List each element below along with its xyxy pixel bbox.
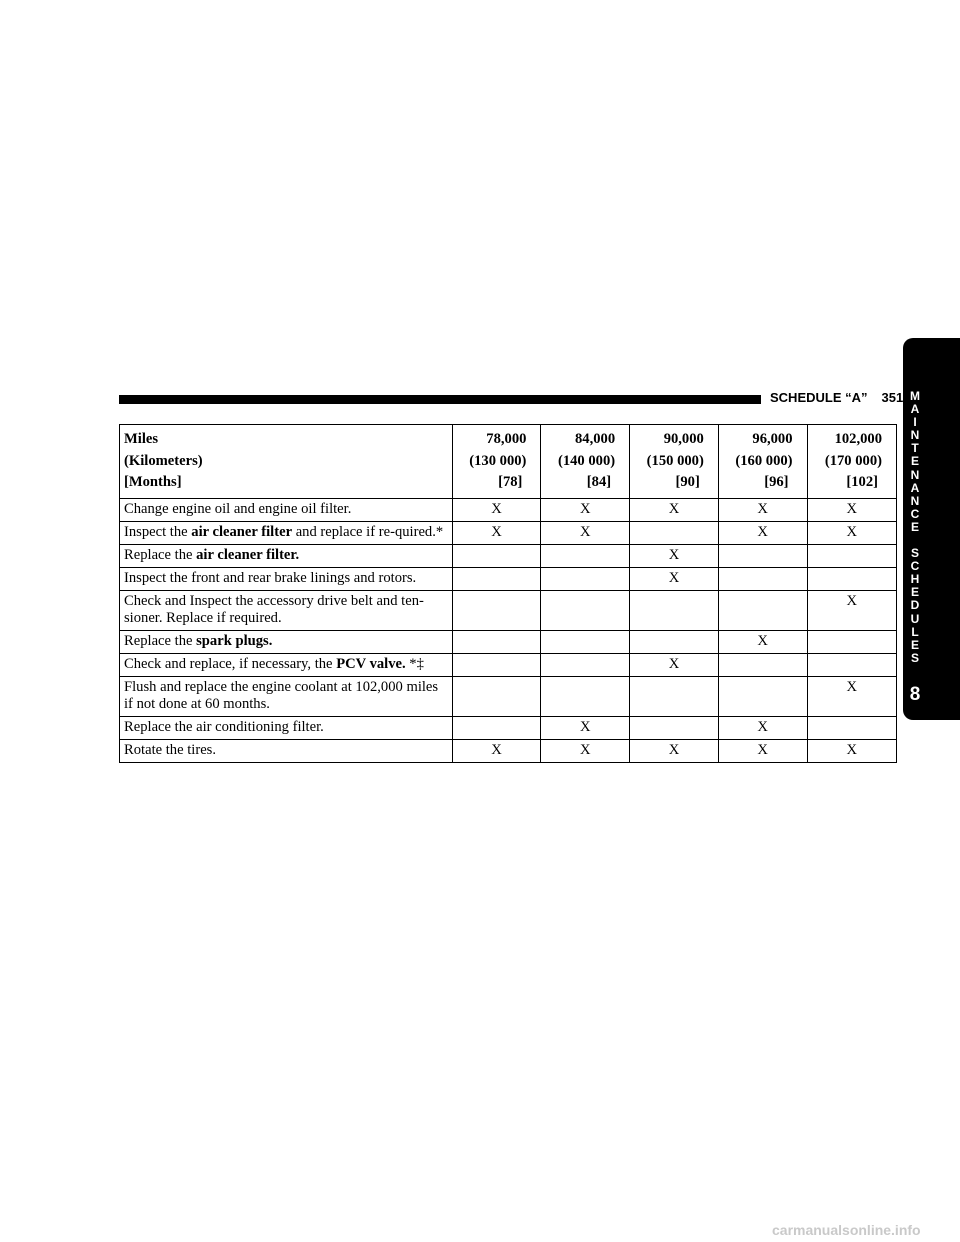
mark-cell bbox=[452, 567, 541, 590]
mark-cell: X bbox=[718, 716, 807, 739]
table-row bbox=[120, 716, 897, 739]
task-emphasis: air cleaner filter bbox=[191, 523, 293, 540]
mark-cell: X bbox=[807, 521, 896, 544]
mark-cell bbox=[452, 716, 541, 739]
column-header bbox=[630, 425, 719, 499]
column-km: (160 000) bbox=[735, 452, 793, 469]
chapter-tab-letter: S bbox=[910, 650, 919, 665]
mark-cell: X bbox=[630, 739, 719, 762]
mark-cell: X bbox=[541, 498, 630, 521]
row-header-cell bbox=[120, 425, 453, 499]
task-text: Replace the air conditioning filter. bbox=[124, 718, 324, 735]
task-text: Replace the bbox=[124, 546, 197, 563]
task-cell bbox=[120, 676, 453, 716]
column-months: [84] bbox=[586, 474, 612, 490]
mark-cell bbox=[541, 567, 630, 590]
mark-cell bbox=[630, 676, 719, 716]
months-label: [Months] bbox=[124, 474, 182, 490]
mark-cell: X bbox=[718, 630, 807, 653]
mark-cell bbox=[452, 590, 541, 630]
table-row bbox=[120, 590, 897, 630]
column-header bbox=[807, 425, 896, 499]
task-cell bbox=[120, 653, 453, 676]
mark-cell: X bbox=[630, 567, 719, 590]
column-miles: 78,000 bbox=[486, 431, 527, 447]
task-cell bbox=[120, 630, 453, 653]
mark-cell bbox=[718, 544, 807, 567]
mark-cell: X bbox=[541, 716, 630, 739]
mark-cell bbox=[630, 630, 719, 653]
mark-cell bbox=[718, 653, 807, 676]
chapter-tab-letter: D bbox=[910, 598, 920, 613]
chapter-tab[interactable] bbox=[903, 338, 960, 720]
mark-cell bbox=[452, 544, 541, 567]
mark-cell bbox=[541, 590, 630, 630]
task-cell bbox=[120, 498, 453, 521]
mark-cell bbox=[807, 716, 896, 739]
mark-cell bbox=[541, 544, 630, 567]
chapter-tab-letter: N bbox=[910, 493, 920, 508]
column-miles: 102,000 bbox=[834, 431, 882, 447]
mark-cell: X bbox=[630, 544, 719, 567]
table-row bbox=[120, 676, 897, 716]
mark-cell bbox=[541, 630, 630, 653]
table-row bbox=[120, 739, 897, 762]
task-cell bbox=[120, 590, 453, 630]
mark-cell bbox=[807, 544, 896, 567]
column-months: [90] bbox=[675, 474, 700, 490]
table-row bbox=[120, 521, 897, 544]
column-header bbox=[452, 425, 541, 499]
chapter-tab-letter: C bbox=[910, 559, 920, 574]
task-cell bbox=[120, 521, 453, 544]
mark-cell: X bbox=[630, 498, 719, 521]
task-text: Rotate the tires. bbox=[124, 741, 216, 758]
task-text: Flush and replace the engine coolant at 102,000 miles if not done at 60 months. bbox=[124, 678, 439, 712]
chapter-tab-letter: M bbox=[910, 389, 920, 403]
task-emphasis: PCV valve. bbox=[336, 655, 406, 672]
chapter-tab-letter: E bbox=[910, 454, 919, 469]
chapter-tab-letter: T bbox=[911, 441, 919, 456]
task-emphasis: spark plugs. bbox=[196, 632, 273, 649]
table-row bbox=[120, 498, 897, 521]
column-header bbox=[541, 425, 630, 499]
task-emphasis: air cleaner filter. bbox=[196, 546, 300, 563]
chapter-tab-letter: L bbox=[911, 624, 919, 639]
column-months: [96] bbox=[764, 474, 789, 490]
task-cell bbox=[120, 567, 453, 590]
column-km: (140 000) bbox=[557, 452, 616, 469]
running-header bbox=[770, 390, 903, 405]
chapter-tab-letter: S bbox=[910, 546, 919, 561]
mark-cell bbox=[541, 676, 630, 716]
mark-cell: X bbox=[718, 498, 807, 521]
column-header bbox=[718, 425, 807, 499]
chapter-tab-letter: C bbox=[910, 506, 920, 521]
mark-cell: X bbox=[452, 521, 541, 544]
mark-cell bbox=[718, 590, 807, 630]
mark-cell bbox=[807, 567, 896, 590]
chapter-tab-letter: E bbox=[910, 519, 919, 534]
mark-cell: X bbox=[541, 521, 630, 544]
mark-cell bbox=[807, 630, 896, 653]
chapter-tab-letter: E bbox=[910, 585, 919, 600]
chapter-tab-letter: E bbox=[910, 637, 919, 652]
column-km: (130 000) bbox=[469, 452, 527, 469]
mark-cell: X bbox=[630, 653, 719, 676]
table-row bbox=[120, 630, 897, 653]
column-months: [102] bbox=[846, 474, 878, 490]
column-km: (170 000) bbox=[824, 452, 882, 469]
footer-watermark: carmanualsonline.info bbox=[772, 1222, 921, 1238]
task-text: Change engine oil and engine oil filter. bbox=[124, 500, 352, 517]
maintenance-schedule-table bbox=[119, 424, 897, 763]
table-row bbox=[120, 544, 897, 567]
chapter-number: 8 bbox=[909, 684, 921, 705]
mark-cell bbox=[630, 716, 719, 739]
mark-cell: X bbox=[718, 739, 807, 762]
mark-cell bbox=[630, 521, 719, 544]
table-header-row bbox=[120, 425, 897, 499]
mark-cell: X bbox=[718, 521, 807, 544]
task-cell bbox=[120, 739, 453, 762]
task-text: Inspect the front and rear brake linings and rotors. bbox=[124, 569, 417, 586]
task-text: Check and Inspect the accessory drive belt and ten-sioner. Replace if required. bbox=[124, 592, 424, 626]
page-number: 351 bbox=[881, 390, 904, 405]
chapter-tab-letter: U bbox=[910, 611, 920, 626]
table-row bbox=[120, 653, 897, 676]
table-row bbox=[120, 567, 897, 590]
column-km: (150 000) bbox=[646, 452, 704, 469]
mark-cell: X bbox=[807, 498, 896, 521]
chapter-tab-letter: A bbox=[910, 480, 920, 495]
task-text: Inspect the bbox=[124, 523, 192, 540]
miles-label: Miles bbox=[124, 431, 159, 447]
mark-cell bbox=[718, 567, 807, 590]
kilometers-label: (Kilometers) bbox=[124, 452, 203, 469]
task-cell bbox=[120, 716, 453, 739]
mark-cell: X bbox=[807, 676, 896, 716]
mark-cell bbox=[630, 590, 719, 630]
column-months: [78] bbox=[498, 474, 523, 490]
column-miles: 96,000 bbox=[752, 431, 793, 447]
mark-cell bbox=[452, 676, 541, 716]
mark-cell bbox=[807, 653, 896, 676]
task-text: Replace the bbox=[124, 632, 197, 649]
mark-cell: X bbox=[807, 739, 896, 762]
chapter-tab-letter: I bbox=[913, 415, 917, 430]
mark-cell: X bbox=[541, 739, 630, 762]
chapter-tab-label bbox=[903, 390, 927, 665]
mark-cell: X bbox=[452, 498, 541, 521]
chapter-tab-letter: N bbox=[910, 428, 920, 443]
mark-cell: X bbox=[452, 739, 541, 762]
task-text: and replace if re-quired.* bbox=[292, 523, 444, 540]
chapter-tab-letter: H bbox=[910, 572, 920, 587]
column-miles: 84,000 bbox=[574, 431, 616, 447]
mark-cell bbox=[452, 630, 541, 653]
section-title: SCHEDULE “A” bbox=[770, 390, 868, 405]
chapter-tab-letter: A bbox=[910, 402, 920, 417]
column-miles: 90,000 bbox=[663, 431, 704, 447]
task-text: *‡ bbox=[405, 655, 424, 672]
mark-cell bbox=[541, 653, 630, 676]
task-cell bbox=[120, 544, 453, 567]
mark-cell bbox=[452, 653, 541, 676]
chapter-tab-letter: N bbox=[910, 467, 920, 482]
mark-cell bbox=[718, 676, 807, 716]
header-rule bbox=[119, 395, 761, 404]
mark-cell: X bbox=[807, 590, 896, 630]
task-text: Check and replace, if necessary, the bbox=[124, 655, 337, 672]
